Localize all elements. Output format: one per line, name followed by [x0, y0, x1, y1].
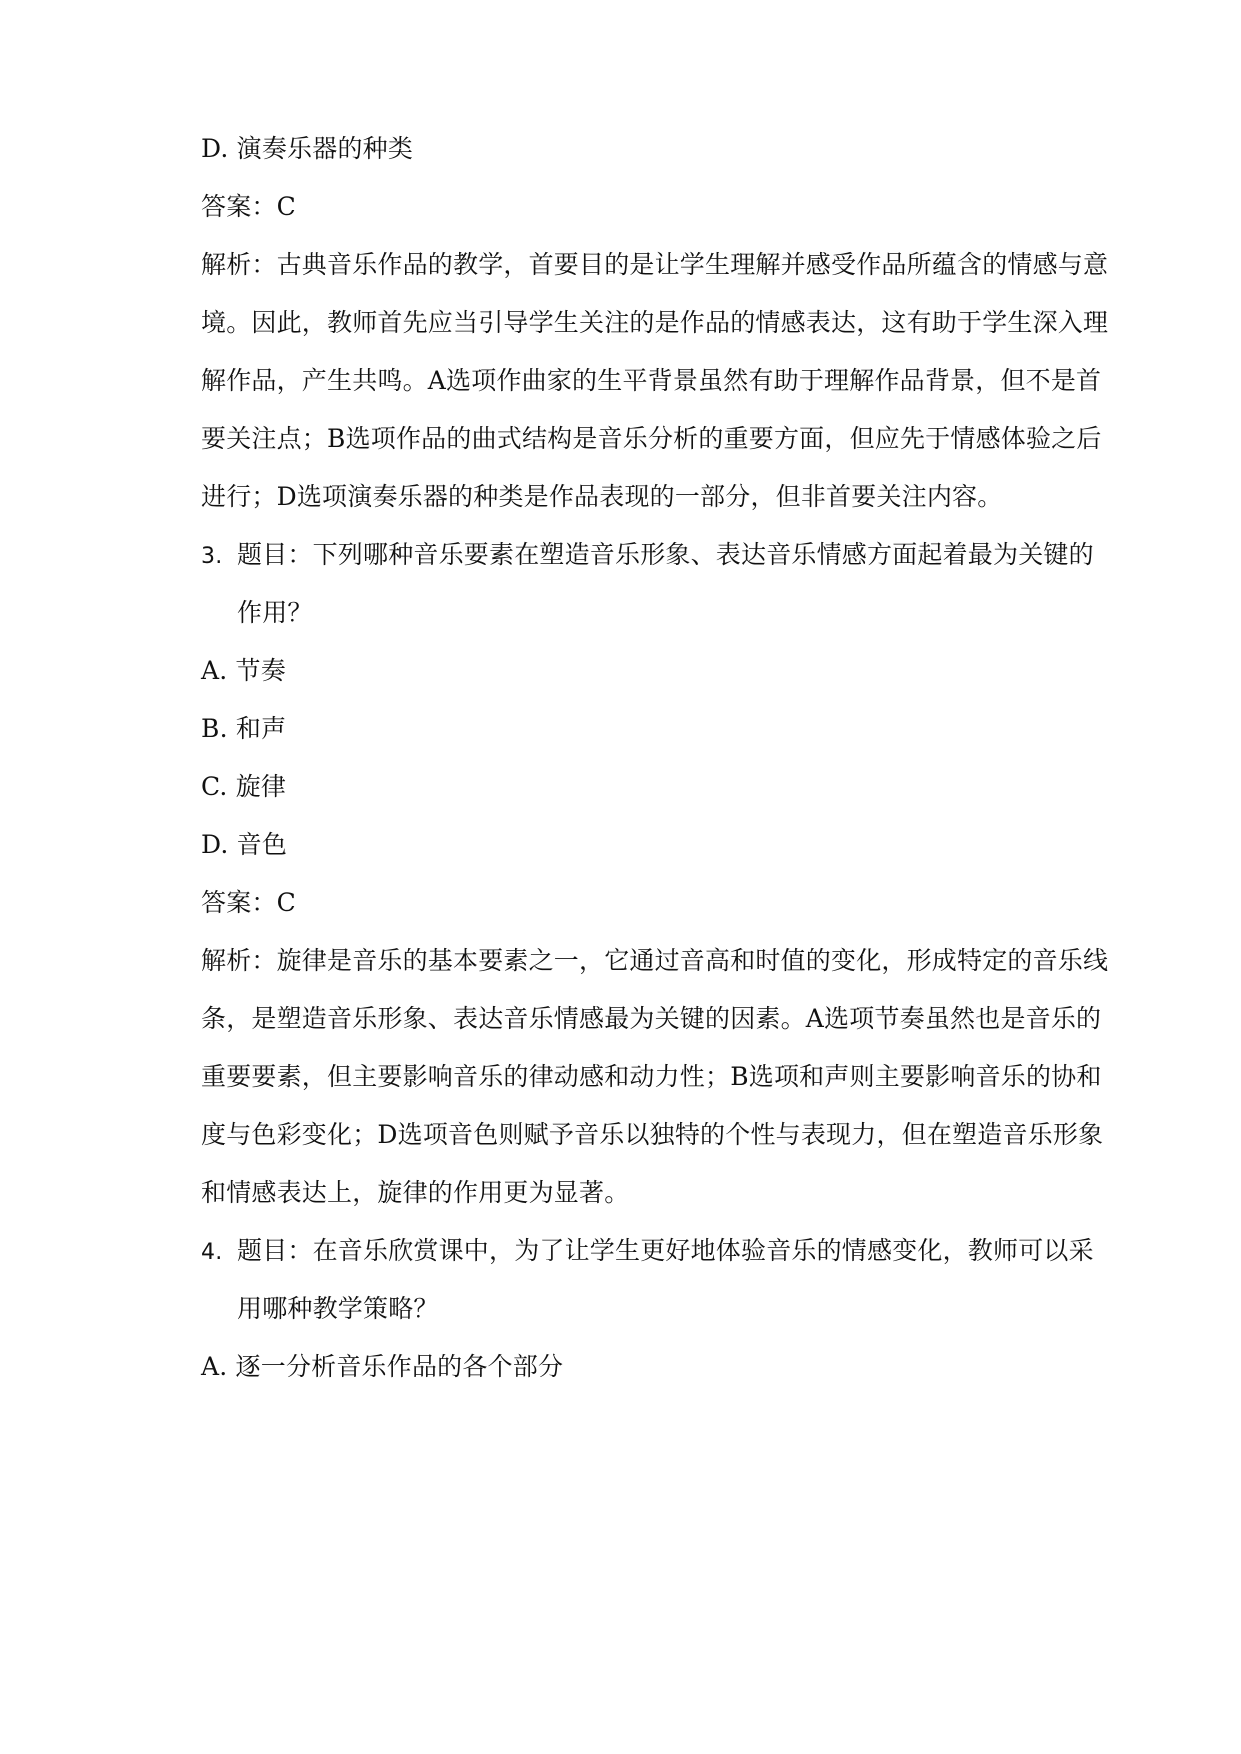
- q3-explanation-line-4: 度与色彩变化；D选项音色则赋予音乐以独特的个性与表现力，但在塑造音乐形象: [201, 1120, 1104, 1149]
- q3-option-a: A. 节奏: [201, 656, 286, 685]
- q2-explanation-line-1: 解析：古典音乐作品的教学，首要目的是让学生理解并感受作品所蕴含的情感与意: [201, 250, 1109, 279]
- q3-question-line-2: 作用？: [237, 598, 313, 627]
- q2-explanation-line-2: 境。因此，教师首先应当引导学生关注的是作品的情感表达，这有助于学生深入理: [201, 308, 1109, 337]
- q3-option-c: C. 旋律: [201, 772, 287, 801]
- q3-answer: 答案：C: [201, 888, 296, 917]
- q3-number: 3.: [201, 544, 223, 569]
- q3-explanation-line-2: 条，是塑造音乐形象、表达音乐情感最为关键的因素。A选项节奏虽然也是音乐的: [201, 1004, 1102, 1033]
- q2-explanation-line-4: 要关注点；B选项作品的曲式结构是音乐分析的重要方面，但应先于情感体验之后: [201, 424, 1102, 453]
- q3-explanation-line-3: 重要要素，但主要影响音乐的律动感和动力性；B选项和声则主要影响音乐的协和: [201, 1062, 1102, 1091]
- q3-question-text: 题目：下列哪种音乐要素在塑造音乐形象、表达音乐情感方面起着最为关键的: [237, 540, 1094, 569]
- q2-explanation-line-5: 进行；D选项演奏乐器的种类是作品表现的一部分，但非首要关注内容。: [201, 482, 1003, 511]
- q4-question-line-2: 用哪种教学策略？: [237, 1294, 439, 1323]
- q4-question-line-1: [201, 1234, 1094, 1270]
- q3-explanation-line-5: 和情感表达上，旋律的作用更为显著。: [201, 1178, 630, 1207]
- q4-question-text: 题目：在音乐欣赏课中，为了让学生更好地体验音乐的情感变化，教师可以采: [237, 1236, 1094, 1265]
- q3-option-b: B. 和声: [201, 714, 287, 743]
- q4-option-a: A. 逐一分析音乐作品的各个部分: [201, 1352, 564, 1381]
- q2-option-d: D. 演奏乐器的种类: [201, 134, 414, 163]
- q2-explanation-line-3: 解作品，产生共鸣。A选项作曲家的生平背景虽然有助于理解作品背景，但不是首: [201, 366, 1102, 395]
- q3-option-d: D. 音色: [201, 830, 288, 859]
- q4-number: 4.: [201, 1240, 223, 1265]
- q3-question-line-1: [201, 538, 1094, 574]
- q2-answer: 答案：C: [201, 192, 296, 221]
- q3-explanation-line-1: 解析：旋律是音乐的基本要素之一，它通过音高和时值的变化，形成特定的音乐线: [201, 946, 1109, 975]
